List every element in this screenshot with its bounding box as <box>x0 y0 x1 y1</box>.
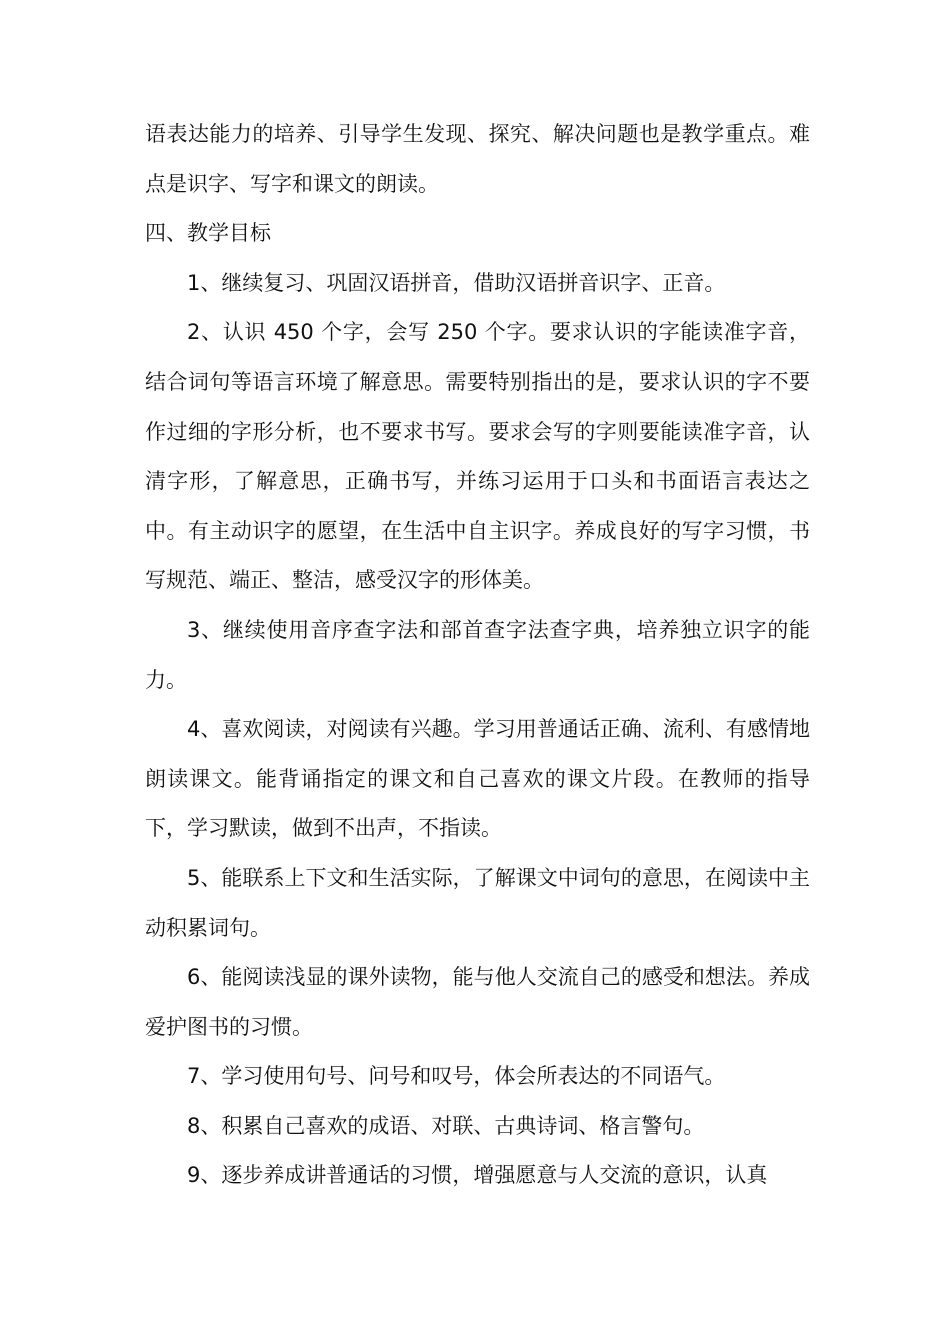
goal-item-1: 1、继续复习、巩固汉语拼音，借助汉语拼音识字、正音。 <box>187 270 726 295</box>
goal-item-4: 4、喜欢阅读，对阅读有兴趣。学习用普通话正确、流利、有感情地朗读课文。能背诵指定的课文和自己喜欢的课文片段。在教师的指导下，学习默读，做到不出声，不指读。 <box>145 717 810 841</box>
goal-item-5: 5、能联系上下文和生活实际，了解课文中词句的意思，在阅读中主动积累词句。 <box>145 865 810 940</box>
continuation-paragraph: 语表达能力的培养、引导学生发现、探究、解决问题也是教学重点。难点是识字、写字和课文的朗读。 <box>145 122 810 196</box>
goal-item-2: 2、认识 450 个字，会写 250 个字。要求认识的字能读准字音，结合词句等语言环境了解意思。需要特别指出的是，要求认识的字不要作过细的字形分析，也不要求书写。要求会写的字则要能读准字音，认清字形，了解意思，正确书写，并练习运用于口头和书面语言表达之中。有主动识字的愿望，在生活中自主识字。养成良好的写字习惯，书写规范、端正、整洁，感受汉字的形体美。 <box>145 320 810 593</box>
document-body <box>145 110 810 1201</box>
section-heading: 四、教学目标 <box>145 221 271 246</box>
goal-item-7: 7、学习使用句号、问号和叹号，体会所表达的不同语气。 <box>187 1064 726 1089</box>
goal-item-6: 6、能阅读浅显的课外读物，能与他人交流自己的感受和想法。养成爱护图书的习惯。 <box>145 965 810 1039</box>
goal-item-8: 8、积累自己喜欢的成语、对联、古典诗词、格言警句。 <box>187 1113 705 1138</box>
goal-item-3: 3、继续使用音序查字法和部首查字法查字典，培养独立识字的能力。 <box>145 617 810 692</box>
goal-item-9: 9、逐步养成讲普通话的习惯，增强愿意与人交流的意识，认真 <box>187 1163 768 1188</box>
